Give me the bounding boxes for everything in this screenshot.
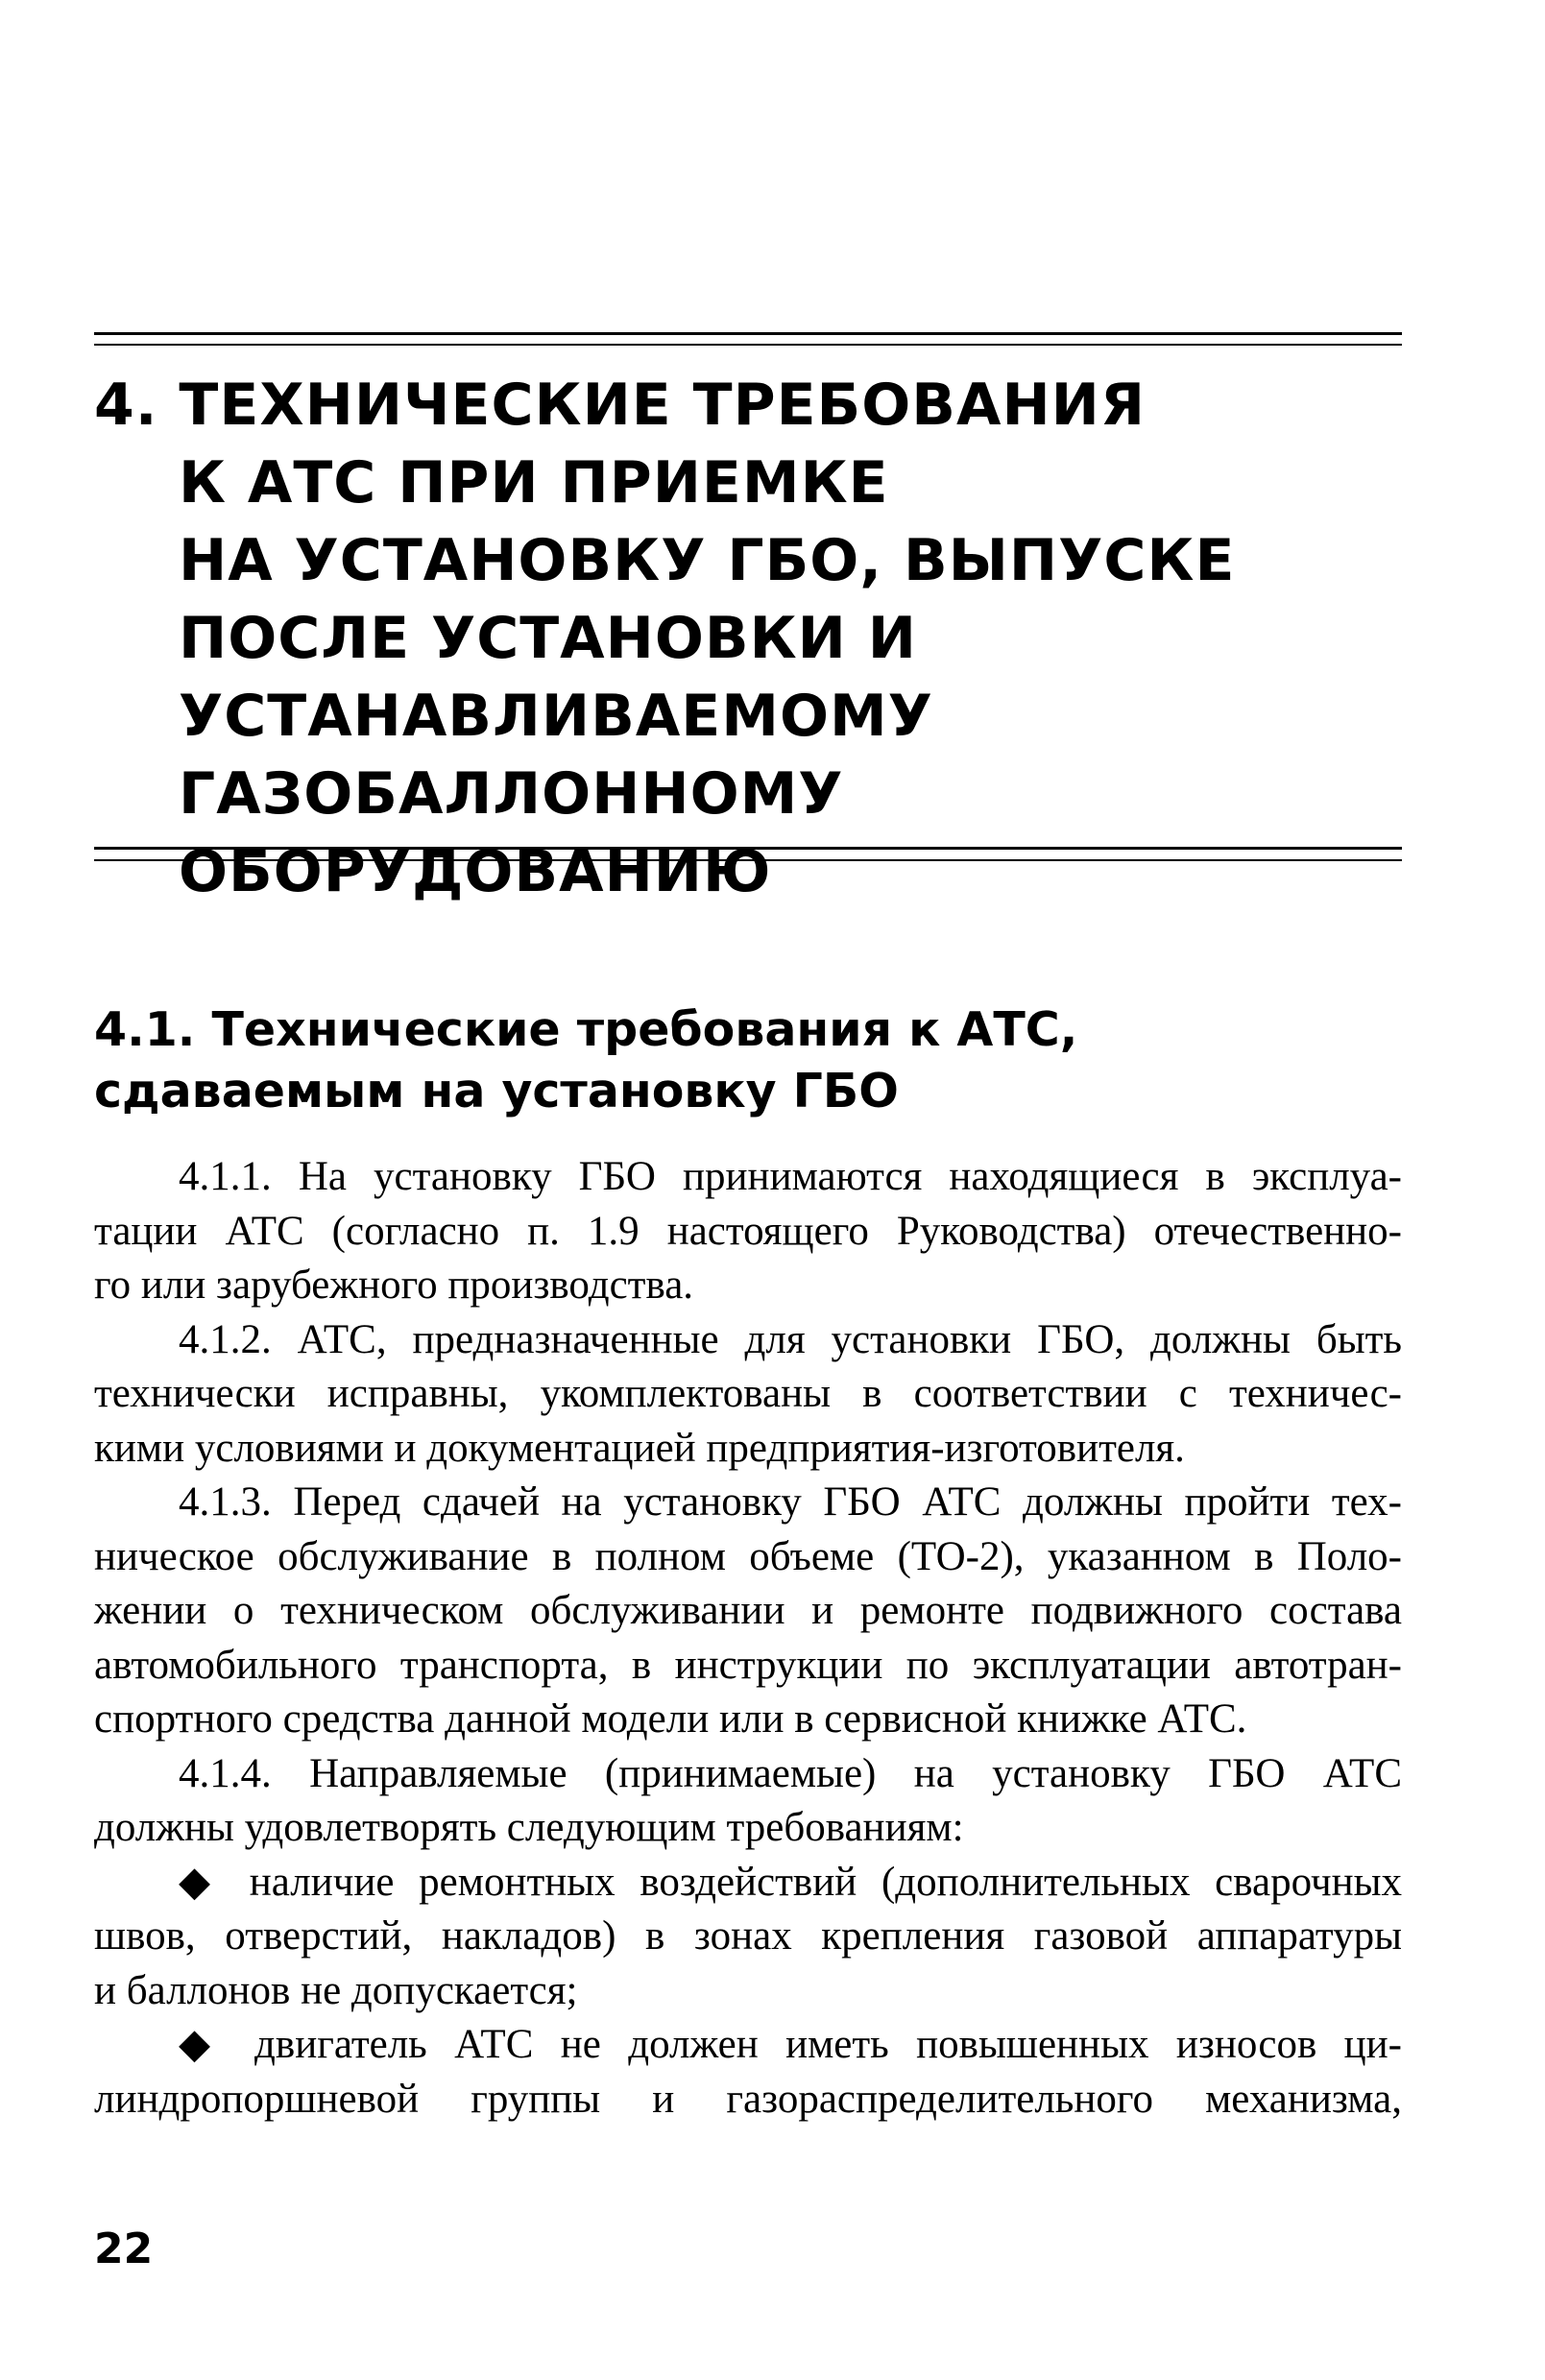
- text-line: ◆ наличие ремонтных воздействий (дополнительных сварочных: [179, 1859, 1402, 1905]
- paragraph-4-1-2: [94, 1313, 1402, 1477]
- section-title-line: сдаваемым на установку ГБО: [94, 1064, 899, 1118]
- chapter-title: [94, 367, 1419, 911]
- text-line: тации АТС (согласно п. 1.9 настоящего Руководства) отечественно-: [94, 1208, 1402, 1254]
- text-line: и баллонов не допускается;: [94, 1967, 578, 2013]
- bottom-rule-lower: [94, 859, 1402, 861]
- chapter-title-line: ПОСЛЕ УСТАНОВКИ И: [179, 605, 917, 672]
- text-line: технически исправны, укомплектованы в соответствии с техничес-: [94, 1371, 1402, 1416]
- chapter-title-line: ОБОРУДОВАНИЮ: [179, 838, 772, 905]
- body-text: [94, 1150, 1402, 2127]
- top-rule-lower: [94, 344, 1402, 346]
- chapter-title-line: УСТАНАВЛИВАЕМОМУ: [179, 683, 933, 750]
- top-rule-upper: [94, 332, 1402, 335]
- paragraph-4-1-1: [94, 1150, 1402, 1313]
- text-line: кими условиями и документацией предприятия-изготовителя.: [94, 1425, 1185, 1471]
- text-line: го или зарубежного производства.: [94, 1262, 694, 1308]
- chapter-title-line: НА УСТАНОВКУ ГБО, ВЫПУСКЕ: [179, 527, 1236, 594]
- chapter-title-line: 4. ТЕХНИЧЕСКИЕ ТРЕБОВАНИЯ: [94, 372, 1147, 439]
- chapter-title-line: ГАЗОБАЛЛОННОМУ: [179, 760, 844, 828]
- section-title-line: 4.1. Технические требования к АТС,: [94, 1002, 1078, 1057]
- paragraph-4-1-4: [94, 1747, 1402, 1856]
- text-line: ническое обслуживание в полном объеме (ТО-2), указанном в Поло-: [94, 1533, 1402, 1579]
- text-line: 4.1.3. Перед сдачей на установку ГБО АТС должны пройти тех-: [179, 1479, 1402, 1525]
- text-line: должны удовлетворять следующим требованиям:: [94, 1805, 964, 1850]
- bottom-rule-upper: [94, 847, 1402, 850]
- text-line: ◆ двигатель АТС не должен иметь повышенных износов ци-: [179, 2022, 1402, 2067]
- text-line: линдропоршневой группы и газораспределительного механизма,: [94, 2076, 1402, 2122]
- chapter-title-line: К АТС ПРИ ПРИЕМКЕ: [179, 449, 889, 517]
- page-number: 22: [94, 2224, 154, 2273]
- text-line: жении о техническом обслуживании и ремонте подвижного состава: [94, 1588, 1402, 1633]
- text-line: 4.1.2. АТС, предназначенные для установки ГБО, должны быть: [179, 1316, 1402, 1362]
- text-line: 4.1.1. На установку ГБО принимаются находящиеся в эксплуа-: [179, 1154, 1402, 1199]
- text-line: спортного средства данной модели или в сервисной книжке АТС.: [94, 1696, 1247, 1742]
- section-title: [94, 999, 1419, 1122]
- list-item-repair: [94, 1856, 1402, 2019]
- text-line: 4.1.4. Направляемые (принимаемые) на установку ГБО АТС: [179, 1750, 1402, 1796]
- list-item-engine: [94, 2018, 1402, 2127]
- text-line: швов, отверстий, накладов) в зонах крепления газовой аппаратуры: [94, 1913, 1402, 1959]
- paragraph-4-1-3: [94, 1476, 1402, 1747]
- text-line: автомобильного транспорта, в инструкции по эксплуатации автотран-: [94, 1642, 1402, 1688]
